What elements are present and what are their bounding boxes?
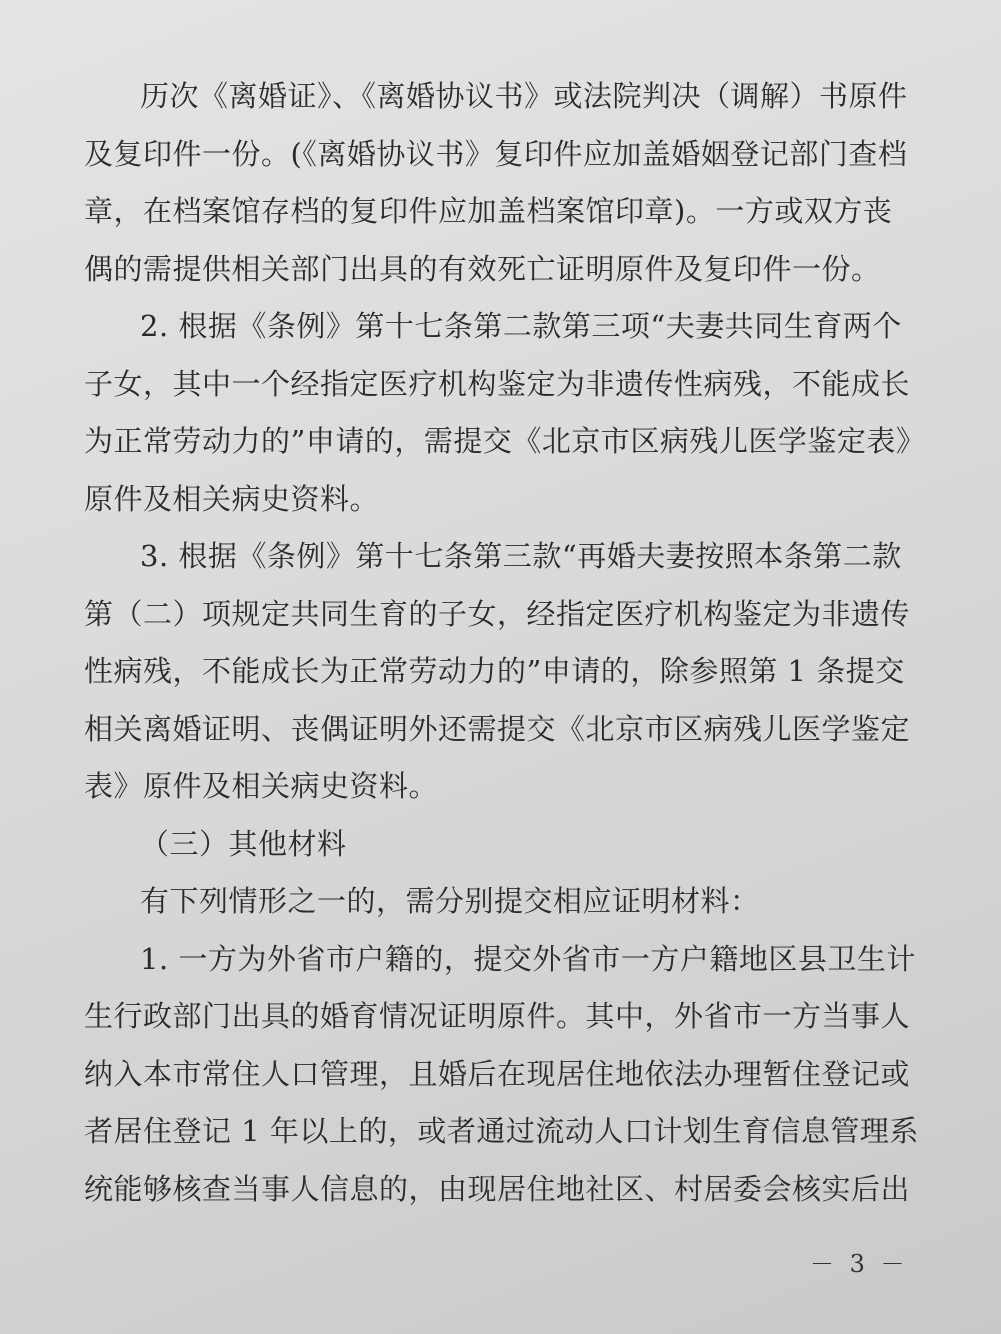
section-heading: （三）其他材料 <box>140 826 347 861</box>
text-line: 2. 根据《条例》第十七条第二款第三项“夫妻共同生育两个 <box>140 309 902 343</box>
text-line: 及复印件一份。(《离婚协议书》复印件应加盖婚姻登记部门查档 <box>84 136 908 171</box>
page-number: － 3 － <box>810 1250 909 1278</box>
text-line: 者居住登记 1 年以上的，或者通过流动人口计划生育信息管理系 <box>84 1114 919 1148</box>
text-line: 有下列情形之一的，需分别提交相应证明材料： <box>140 884 760 918</box>
text-line: 生行政部门出具的婚育情况证明原件。其中，外省市一方当事人 <box>84 999 911 1033</box>
text-line: 3. 根据《条例》第十七条第三款“再婚夫妻按照本条第二款 <box>140 539 902 573</box>
text-line: 表》原件及相关病史资料。 <box>84 769 439 803</box>
text-line: 子女，其中一个经指定医疗机构鉴定为非遗传性病残，不能成长 <box>84 366 911 401</box>
body-text <box>84 68 926 1218</box>
text-line: 统能够核查当事人信息的，由现居住地社区、村居委会核实后出 <box>84 1171 911 1206</box>
text-line: 历次《离婚证》、《离婚协议书》或法院判决（调解）书原件 <box>140 79 908 113</box>
text-line: 偶的需提供相关部门出具的有效死亡证明原件及复印件一份。 <box>84 251 881 286</box>
text-line: 原件及相关病史资料。 <box>84 481 380 516</box>
text-line: 性病残，不能成长为正常劳动力的”申请的，除参照第 1 条提交 <box>84 654 905 688</box>
text-line: 1. 一方为外省市户籍的，提交外省市一方户籍地区县卫生计 <box>140 941 916 976</box>
text-line: 为正常劳动力的”申请的，需提交《北京市区病残儿医学鉴定表》 <box>84 424 926 458</box>
text-line: 纳入本市常住人口管理，且婚后在现居住地依法办理暂住登记或 <box>84 1056 911 1091</box>
text-line: 相关离婚证明、丧偶证明外还需提交《北京市区病残儿医学鉴定 <box>84 711 911 746</box>
text-line: 第（二）项规定共同生育的子女，经指定医疗机构鉴定为非遗传 <box>84 596 911 631</box>
text-line: 章，在档案馆存档的复印件应加盖档案馆印章)。一方或双方丧 <box>84 194 893 228</box>
